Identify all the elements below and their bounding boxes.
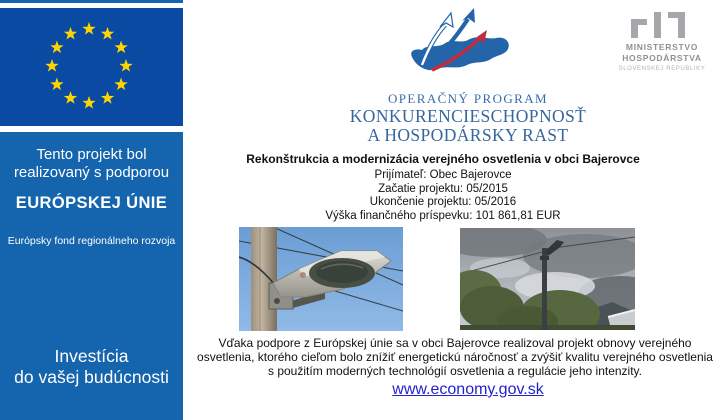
project-amount: Výška finančného príspevku: 101 861,81 EUR: [325, 209, 561, 222]
eu-flag-image: [0, 8, 183, 126]
photo-lamp-pole-cloudy: [460, 228, 635, 330]
website-link-wrap: [368, 381, 568, 399]
ministry-glyph-icon: [631, 12, 693, 38]
project-title: Rekonštrukcia a modernizácia verejného osvetlenia v obci Bajerovce: [246, 152, 640, 166]
program-logo: [390, 5, 550, 89]
project-beneficiary: Prijímateľ: Obec Bajerovce: [374, 169, 512, 181]
sidebar-investment-text: [0, 346, 183, 388]
project-info: [183, 152, 703, 223]
website-link[interactable]: www.economy.gov.sk: [392, 381, 544, 398]
project-description: Vďaka podpore z Európskej únie sa v obci Bajerovce realizoval projekt obnovy verejného osvetlenia, ktorého cieľom bolo znížiť energetickú náročnosť a zvýšiť kvalitu verejného osvetlenia s použitím moderných technológií osvetlenia a regulácie jeho intenzity.: [197, 336, 713, 378]
photo-old-street-lamp: [239, 227, 403, 331]
project-end: Ukončenie projektu: 05/2016: [369, 196, 517, 208]
sidebar-fund-name: Európsky fond regionálneho rozvoja: [7, 235, 176, 247]
ministry-subtitle: SLOVENSKEJ REPUBLIKY: [618, 66, 706, 72]
program-title: [303, 107, 633, 145]
sidebar-eu-name: EURÓPSKEJ ÚNIE: [15, 194, 168, 212]
program-title-line-1: KONKURENCIESCHOPNOSŤ: [349, 106, 587, 126]
program-title-line-2: A HOSPODÁRSKY RAST: [367, 125, 569, 145]
slovakia-arrows-icon: [390, 5, 550, 89]
eu-flag: [0, 8, 183, 126]
sidebar-support-text: [0, 146, 183, 182]
program-kicker: OPERAČNÝ PROGRAM: [387, 91, 548, 106]
ministry-name-line-1: MINISTERSTVO: [625, 42, 699, 52]
support-line-1: Tento projekt bol: [36, 146, 147, 163]
support-line-2: realizovaný s podporou: [13, 164, 170, 181]
sidebar-top-strip: [0, 0, 183, 3]
investment-line-1: Investícia: [54, 346, 129, 366]
ministry-logo: [606, 12, 718, 72]
ministry-name: [606, 42, 718, 63]
investment-line-2: do vašej budúcnosti: [14, 367, 169, 387]
sidebar-panel: [0, 132, 183, 420]
project-start: Začatie projektu: 05/2015: [378, 182, 508, 195]
ministry-name-line-2: HOSPODÁRSTVA: [622, 52, 702, 63]
